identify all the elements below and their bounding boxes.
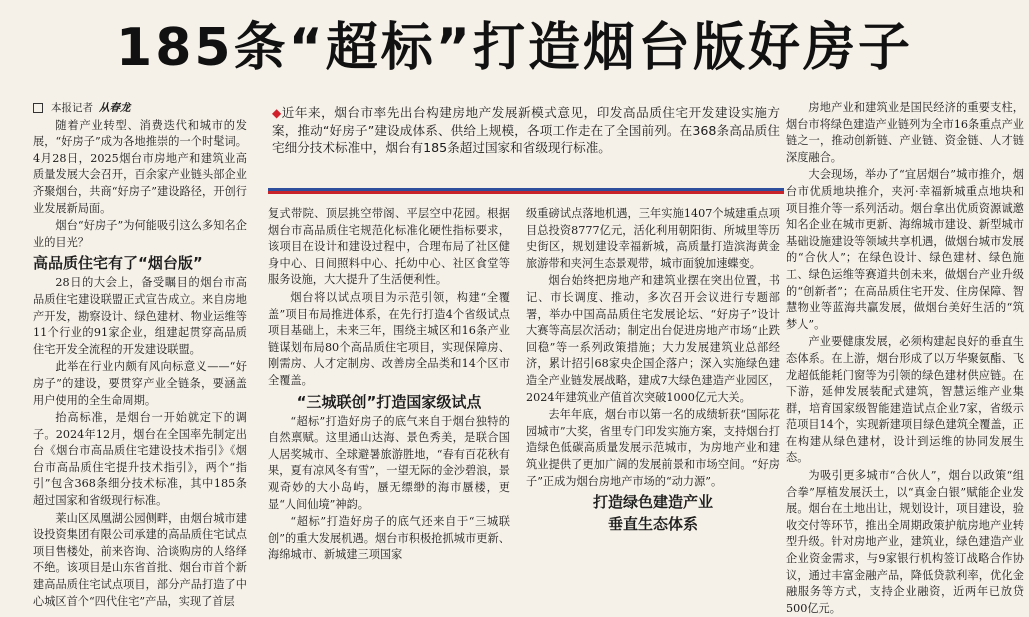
col4-para-3: 产业要健康发展，必须构建起良好的垂直生态体系。在上游，烟台形成了以万华聚氨酯、飞龙超低能耗门窗等为引领的绿色建材供应链。在下游，延伸发展装配式建筑，智慧运维产业集群，培育国家级智能建造试点企业7家，省级示范项目14个，实现新建项目绿色建筑全覆盖，正在构建从绿色建材，设计到运维的协同发展生态。	[786, 335, 1024, 465]
lead-text: 近年来，烟台市率先出台构建房地产发展新模式意见，印发高品质住宅开发建设实施方案，推动“好房子”建设成体系、供给上规模，各项工作走在了全国前列。在368条高品质住宅细分技术标准中，烟台有185条超过国家和省级现行标准。	[272, 105, 780, 155]
byline-label: 本报记者	[51, 102, 93, 114]
col1-para-3: 28日的大会上，备受瞩目的烟台市高品质住宅建设联盟正式宣告成立。来自房地产开发，勘察设计、绿色建材、物业运维等11个行业的91家企业，组建起贯穿高品质住宅开发全流程的开发建设联盟。	[33, 276, 247, 356]
col3-subhead-line-2: 垂直生态体系	[607, 515, 698, 534]
col1-para-1: 随着产业转型、消费迭代和城市的发展，“好房子”成为各地推崇的一个时髦词。4月28日，2025烟台市房地产和建筑业高质量发展大会召开，百余家产业链头部企业齐聚烟台，共商“好房子”建设路径，开创行业发展新局面。	[33, 118, 247, 215]
column-1	[33, 100, 247, 608]
col2-subhead: “三城联创”打造国家级试点	[296, 392, 482, 411]
col3-para-3: 去年年底，烟台市以第一名的成绩斩获“国际花园城市”大奖，省里专门印发实施方案，支持烟台打造绿色低碳高质量发展示范城市，为房地产业和建筑业提供了更加广阔的发展前景和市场空间。“好房子”正成为烟台房地产市场的“动力源”。	[526, 408, 780, 488]
column-3	[526, 206, 780, 601]
col2-para-3: “超标”打造好房子的底气来自于烟台独特的自然禀赋。这里通山达海、景色秀美，是联合国人居奖城市、全球避暑旅游胜地，“春有百花秋有果，夏有凉风冬有雪”，一望无际的金沙碧浪，景观奇妙的大小岛屿，蜃无缥缈的海市蜃楼，更显“人间仙境”神韵。	[268, 414, 510, 511]
col1-subhead: 高品质住宅有了“烟台版”	[33, 254, 203, 273]
lead-summary	[272, 104, 780, 156]
diamond-icon: ◆	[272, 106, 282, 120]
col3-para-1: 级重磅试点落地机遇，三年实施1407个城建重点项目总投资8777亿元，活化利用朝阳街、所城里等历史街区，规划建设幸福新城，高质量打造滨海黄金旅游带和夹河生态景观带，城市面貌加速蝶变。	[526, 207, 780, 270]
col4-para-1: 房地产业和建筑业是国民经济的重要支柱，烟台市将绿色建造产业链列为全市16条重点产业链之一，推动创新链、产业链、资金链、人才链深度融合。	[786, 101, 1024, 164]
col2-para-1: 复式带院、顶层挑空带阁、平层空中花园。根据烟台市高品质住宅规范化标准化硬性指标要求，该项目在设计和建设过程中，合理布局了社区健身中心、日间照料中心、托幼中心、社区食堂等服务设施，大大提升了生活便利性。	[268, 207, 510, 287]
col1-para-6: 莱山区凤凰湖公园侧畔，由烟台城市建设投资集团有限公司承建的高品质住宅试点项目售楼处，前来咨询、洽谈购房的人络绎不绝。该项目是山东省首批、烟台市首个新建高品质住宅试点项目，部分产品打造了中心城区首个“四代住宅”产品，实现了首层	[33, 511, 247, 608]
byline	[33, 100, 247, 117]
col4-para-2: 大会现场，举办了“宜居烟台”城市推介，烟台市优质地块推介，夹河·幸福新城重点地块和项目推介等一系列活动。烟台拿出优质资源诚邀知名企业在城市更新、海绵城市建设、新型城市基础设施建设等领域共享机遇，做烟台城市发展的“合伙人”；在绿色设计、绿色建材、绿色施工、绿色运维等赛道共创未来，做烟台产业升级的“创新者”；在高品质住宅开发、住房保障、智慧物业等蓝海共赢发展，做烟台美好生活的“筑梦人”。	[786, 168, 1024, 331]
byline-name: 从春龙	[99, 102, 131, 114]
byline-box-icon	[33, 103, 43, 113]
column-4	[786, 100, 1024, 615]
col2-para-2: 烟台将以试点项目为示范引领，构建“全覆盖”项目布局推进体系，在先行打造4个省级试点项目基础上，未来三年，围绕主城区和16条产业链谋划布局80个高品质住宅项目，实现保障房、刚需房、人才定制房、改善房全品类和14个区市全覆盖。	[268, 290, 510, 387]
col3-subhead-line-1: 打造绿色建造产业	[592, 493, 713, 512]
col3-para-2: 烟台始终把房地产和建筑业摆在突出位置，书记、市长调度、推动，多次召开会议进行专题部署，举办中国高品质住宅发展论坛、“好房子”设计大赛等高层次活动；制定出台促进房地产市场“止跌回稳”等一系列政策措施；大力发展建筑业总部经济，累计招引68家央企国企落户；深入实施绿色建造全产业链发展战略，建成7大绿色建造产业园区，2024年建筑业产值首次突破1000亿元大关。	[526, 274, 780, 404]
divider-red	[268, 191, 784, 194]
col1-para-2: 烟台“好房子”为何能吸引这么多知名企业的目光？	[33, 219, 247, 249]
col1-para-5: 抬高标准，是烟台一开始就定下的调子。2024年12月，烟台在全国率先制定出台《烟台市高品质住宅建设技术指引》《烟台市高品质住宅提升技术指引》，两个“指引”包含368条细分技术标准，其中185条超过国家和省级现行标准。	[33, 411, 247, 508]
column-2	[268, 206, 510, 601]
headline: 185条“超标”打造烟台版好房子	[116, 18, 913, 78]
col4-para-4: 为吸引更多城市“合伙人”，烟台以政策“组合拳”厚植发展沃土，以“真金白银”赋能企业发展。烟台在土地出让，规划设计，项目建设，验收交付等环节，推出全周期政策护航房地产业转型升级。针对房地产业，建筑业，绿色建造产业企业资金需求，与9家银行机构签订战略合作协议，通过丰富金融产品，降低贷款利率，优化金融服务等方式，支持企业融资，近两年已放贷500亿元。	[786, 469, 1024, 615]
col1-para-4: 此举在行业内颇有风向标意义——“好房子”的建设，要贯穿产业全链条，要涵盖用户使用的全生命周期。	[33, 360, 247, 407]
col2-para-4: “超标”打造好房子的底气还来自于“三城联创”的重大发展机遇。烟台市积极抢抓城市更新、海绵城市、新城建三项国家	[268, 515, 510, 562]
